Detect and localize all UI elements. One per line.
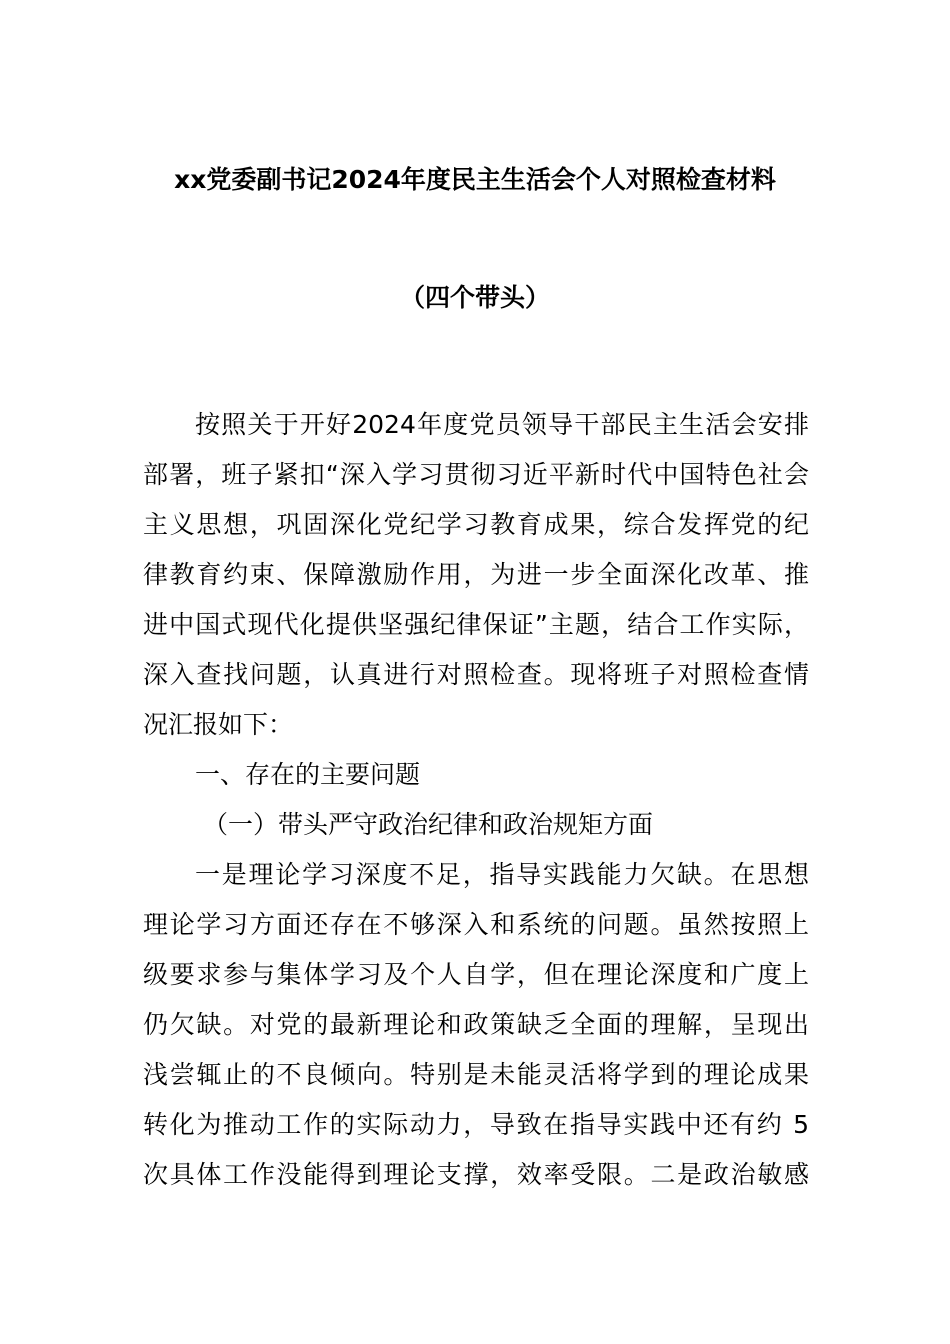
paragraph-line: 况汇报如下： (143, 710, 294, 739)
paragraph-line: 按照关于开好2024年度党员领导干部民主生活会安排 (195, 410, 809, 439)
paragraph-line: 律教育约束、保障激励作用，为进一步全面深化改革、推 (143, 560, 809, 589)
paragraph-line: 进中国式现代化提供坚强纪律保证”主题，结合工作实际， (143, 610, 809, 639)
paragraph-line: 理论学习方面还存在不够深入和系统的问题。虽然按照上 (143, 910, 809, 939)
paragraph-line: 浅尝辄止的不良倾向。特别是未能灵活将学到的理论成果 (143, 1060, 809, 1089)
paragraph-line: 次具体工作没能得到理论支撑，效率受限。二是政治敏感 (143, 1160, 809, 1189)
paragraph-line: 部署，班子紧扣“深入学习贯彻习近平新时代中国特色社会 (143, 460, 809, 489)
paragraph-line: 主义思想，巩固深化党纪学习教育成果，综合发挥党的纪 (143, 510, 809, 539)
paragraph-line: 级要求参与集体学习及个人自学，但在理论深度和广度上 (143, 960, 809, 989)
subsection-heading: （一）带头严守政治纪律和政治规矩方面 (203, 810, 654, 839)
paragraph-line: 一是理论学习深度不足，指导实践能力欠缺。在思想 (195, 860, 809, 889)
document-body (143, 400, 809, 1200)
paragraph-line: 转化为推动工作的实际动力，导致在指导实践中还有约 5 (143, 1110, 809, 1139)
document-title: xx党委副书记2024年度民主生活会个人对照检查材料 (174, 165, 776, 194)
document-subtitle: （四个带头） (399, 283, 550, 312)
paragraph-line: 仍欠缺。对党的最新理论和政策缺乏全面的理解，呈现出 (143, 1010, 809, 1039)
section-heading: 一、存在的主要问题 (195, 760, 421, 789)
paragraph-line: 深入查找问题，认真进行对照检查。现将班子对照检查情 (143, 660, 809, 689)
